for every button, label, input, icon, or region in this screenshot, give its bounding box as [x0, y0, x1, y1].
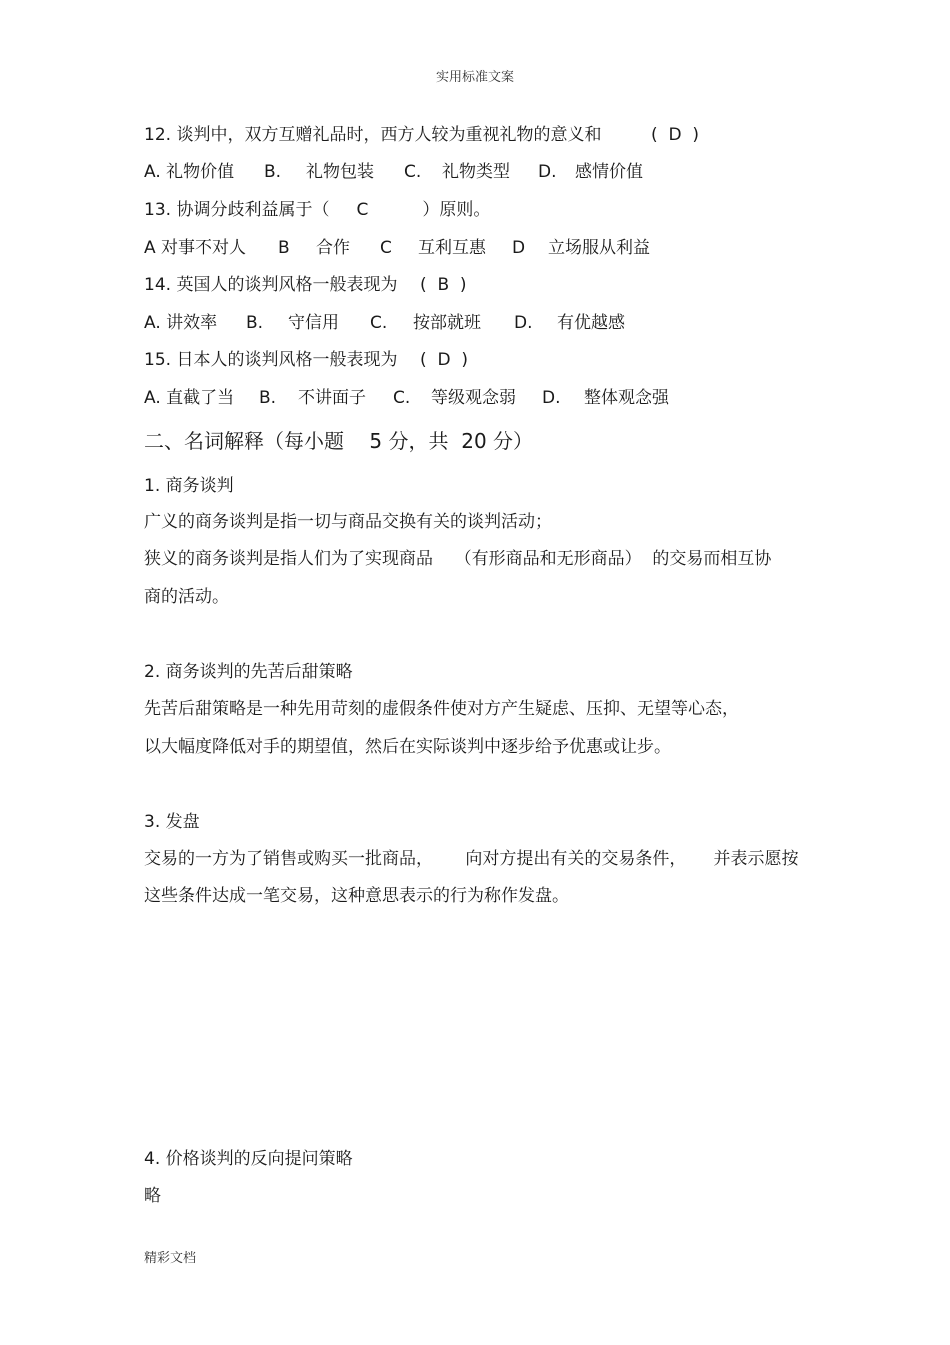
option-b-letter: B	[278, 238, 290, 258]
term-2-line-1: 先苦后甜策略是一种先用苛刻的虚假条件使对方产生疑虑、压抑、无望等心态，	[144, 699, 739, 719]
question-13-stem: 13. 协调分歧利益属于（ C ）原则。	[144, 200, 491, 220]
term-2-line-2: 以大幅度降低对手的期望值，然后在实际谈判中逐步给予优惠或让步。	[144, 737, 671, 757]
option-d: 感情价值	[575, 162, 643, 182]
question-14-answer: ( B )	[420, 275, 467, 295]
option-a: A. 讲效率	[144, 313, 218, 333]
option-b-letter: B.	[246, 313, 264, 333]
term-2-title: 2. 商务谈判的先苦后甜策略	[144, 662, 353, 682]
page-header: 实用标准文案	[435, 70, 514, 85]
term-1-line-2: 狭义的商务谈判是指人们为了实现商品 （有形商品和无形商品） 的交易而相互协	[144, 549, 772, 569]
term-3-line-2: 这些条件达成一笔交易，这种意思表示的行为称作发盘。	[144, 886, 569, 906]
option-d-letter: D.	[542, 388, 561, 408]
option-c: 按部就班	[413, 313, 481, 333]
option-c-letter: C.	[370, 313, 388, 333]
term-1-line-3: 商的活动。	[144, 587, 229, 607]
question-15-answer: ( D )	[420, 350, 468, 370]
option-b-letter: B.	[259, 388, 277, 408]
option-a: A 对事不对人	[144, 238, 247, 258]
option-c-letter: C	[380, 238, 392, 258]
option-d-letter: D.	[514, 313, 533, 333]
option-b-letter: B.	[264, 162, 282, 182]
option-d-letter: D.	[538, 162, 557, 182]
term-4-title: 4. 价格谈判的反向提问策略	[144, 1149, 353, 1169]
term-1-title: 1. 商务谈判	[144, 476, 234, 496]
term-4-line-1: 略	[144, 1186, 161, 1206]
question-15-stem: 15. 日本人的谈判风格一般表现为	[144, 350, 398, 370]
option-b: 合作	[316, 238, 350, 258]
option-c: 礼物类型	[442, 162, 510, 182]
question-14-stem: 14. 英国人的谈判风格一般表现为	[144, 275, 398, 295]
option-d: 有优越感	[557, 313, 625, 333]
option-d: 立场服从利益	[548, 238, 650, 258]
option-a: A. 礼物价值	[144, 162, 235, 182]
option-b: 守信用	[288, 313, 339, 333]
option-a: A. 直截了当	[144, 388, 235, 408]
option-d-letter: D	[512, 238, 526, 258]
term-3-line-1: 交易的一方为了销售或购买一批商品， 向对方提出有关的交易条件， 并表示愿按	[144, 849, 799, 869]
option-c: 互利互惠	[418, 238, 486, 258]
term-3-title: 3. 发盘	[144, 812, 200, 832]
section-title: 二、名词解释（每小题 5 分，共 20 分）	[144, 429, 534, 453]
option-b: 礼物包装	[306, 162, 374, 182]
option-c-letter: C.	[404, 162, 422, 182]
option-b: 不讲面子	[298, 388, 366, 408]
option-d: 整体观念强	[584, 388, 669, 408]
page-footer: 精彩文档	[144, 1251, 197, 1266]
term-1-line-1: 广义的商务谈判是指一切与商品交换有关的谈判活动；	[144, 512, 552, 532]
option-c: 等级观念弱	[431, 388, 516, 408]
option-c-letter: C.	[393, 388, 411, 408]
question-12-stem: 12. 谈判中，双方互赠礼品时，西方人较为重视礼物的意义和	[144, 125, 602, 145]
question-12-answer: ( D )	[651, 125, 699, 145]
